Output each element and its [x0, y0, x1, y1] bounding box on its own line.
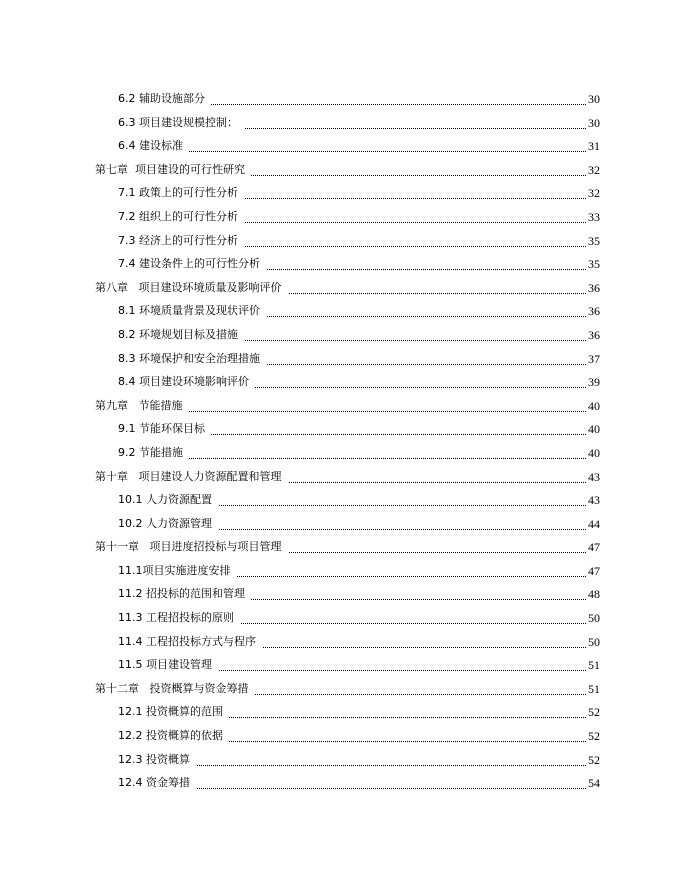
toc-section-entry[interactable] — [0, 606, 680, 630]
toc-page-number: 36 — [588, 327, 600, 342]
toc-entry-title: 11.4 工程招投标方式与程序 — [118, 635, 262, 649]
toc-entry-title: 第七章 项目建设的可行性研究 — [95, 163, 251, 177]
toc-page-number: 36 — [588, 280, 600, 295]
toc-entry-title: 7.2 组织上的可行性分析 — [118, 210, 244, 224]
toc-chapter-entry[interactable] — [0, 276, 680, 300]
toc-page-number: 39 — [588, 375, 600, 390]
toc-entry-title: 10.1 人力资源配置 — [118, 493, 218, 507]
toc-section-entry[interactable] — [0, 748, 680, 772]
toc-page-number: 43 — [588, 493, 600, 508]
toc-entry-title: 9.1 节能环保目标 — [118, 422, 211, 436]
toc-section-entry[interactable] — [0, 370, 680, 394]
toc-page-number: 35 — [588, 233, 600, 248]
toc-section-entry[interactable] — [0, 299, 680, 323]
toc-entry-title: 11.3 工程招投标的原则 — [118, 611, 240, 625]
toc-chapter-entry[interactable] — [0, 535, 680, 559]
toc-entry-title: 6.4 建设标准 — [118, 139, 189, 153]
toc-entry-title: 12.1 投资概算的范围 — [118, 705, 229, 719]
toc-entry-title: 第十一章 项目进度招投标与项目管理 — [95, 540, 288, 554]
toc-section-entry[interactable] — [0, 181, 680, 205]
toc-entry-title: 6.2 辅助设施部分 — [118, 92, 211, 106]
toc-section-entry[interactable] — [0, 724, 680, 748]
toc-page-number: 51 — [588, 658, 600, 673]
toc-entry-title: 8.4 项目建设环境影响评价 — [118, 375, 255, 389]
toc-page-number: 50 — [588, 611, 600, 626]
toc-chapter-entry[interactable] — [0, 394, 680, 418]
toc-entry-title: 12.2 投资概算的依据 — [118, 729, 229, 743]
toc-section-entry[interactable] — [0, 417, 680, 441]
toc-section-entry[interactable] — [0, 205, 680, 229]
toc-entry-title: 第十章 项目建设人力资源配置和管理 — [95, 470, 288, 484]
toc-section-entry[interactable] — [0, 252, 680, 276]
toc-section-entry[interactable] — [0, 512, 680, 536]
toc-entry-title: 12.4 资金筹措 — [118, 776, 196, 790]
toc-page-number: 44 — [588, 516, 600, 531]
toc-entry-title: 7.1 政策上的可行性分析 — [118, 186, 244, 200]
toc-section-entry[interactable] — [0, 347, 680, 371]
toc-section-entry[interactable] — [0, 653, 680, 677]
toc-page-number: 36 — [588, 304, 600, 319]
toc-section-entry[interactable] — [0, 87, 680, 111]
toc-page-number: 37 — [588, 351, 600, 366]
toc-entry-title: 8.3 环境保护和安全治理措施 — [118, 352, 266, 366]
toc-page-number: 47 — [588, 563, 600, 578]
toc-page-number: 51 — [588, 681, 600, 696]
toc-section-entry[interactable] — [0, 441, 680, 465]
toc-page-number: 31 — [588, 139, 600, 154]
toc-page-number: 30 — [588, 115, 600, 130]
toc-chapter-entry[interactable] — [0, 677, 680, 701]
toc-section-entry[interactable] — [0, 630, 680, 654]
toc-section-entry[interactable] — [0, 323, 680, 347]
toc-entry-title: 6.3 项目建设规模控制： — [118, 116, 244, 130]
toc-chapter-entry[interactable] — [0, 465, 680, 489]
toc-page-number: 32 — [588, 186, 600, 201]
toc-section-entry[interactable] — [0, 229, 680, 253]
toc-page-number: 40 — [588, 422, 600, 437]
toc-entry-title: 第九章 节能措施 — [95, 399, 189, 413]
toc-page-number: 54 — [588, 776, 600, 791]
toc-entry-title: 8.2 环境规划目标及措施 — [118, 328, 244, 342]
toc-section-entry[interactable] — [0, 111, 680, 135]
toc-entry-title: 7.4 建设条件上的可行性分析 — [118, 257, 266, 271]
toc-page-number: 52 — [588, 729, 600, 744]
toc-section-entry[interactable] — [0, 134, 680, 158]
toc-page-number: 33 — [588, 209, 600, 224]
toc-entry-title: 10.2 人力资源管理 — [118, 517, 218, 531]
toc-entry-title: 11.2 招投标的范围和管理 — [118, 587, 251, 601]
toc-page-number: 48 — [588, 587, 600, 602]
dot-leader — [118, 151, 592, 152]
toc-entry-title: 第八章 项目建设环境质量及影响评价 — [95, 281, 288, 295]
toc-page-number: 52 — [588, 752, 600, 767]
toc-page-number: 43 — [588, 469, 600, 484]
toc-chapter-entry[interactable] — [0, 158, 680, 182]
toc-section-entry[interactable] — [0, 559, 680, 583]
toc-page-number: 40 — [588, 445, 600, 460]
table-of-contents — [0, 87, 680, 795]
toc-page-number: 47 — [588, 540, 600, 555]
toc-page-number: 32 — [588, 162, 600, 177]
dot-leader — [118, 458, 592, 459]
toc-page-number: 30 — [588, 92, 600, 106]
toc-page-number: 35 — [588, 257, 600, 272]
toc-entry-title: 11.5 项目建设管理 — [118, 658, 218, 672]
toc-section-entry[interactable] — [0, 771, 680, 795]
toc-entry-title: 9.2 节能措施 — [118, 446, 189, 460]
toc-section-entry[interactable] — [0, 700, 680, 724]
toc-entry-title: 8.1 环境质量背景及现状评价 — [118, 304, 266, 318]
toc-page-number: 40 — [588, 398, 600, 413]
toc-entry-title: 11.1项目实施进度安排 — [118, 564, 237, 578]
toc-page-number: 52 — [588, 705, 600, 720]
toc-entry-title: 7.3 经济上的可行性分析 — [118, 234, 244, 248]
toc-entry-title: 12.3 投资概算 — [118, 753, 196, 767]
toc-section-entry[interactable] — [0, 488, 680, 512]
toc-section-entry[interactable] — [0, 582, 680, 606]
toc-entry-title: 第十二章 投资概算与资金筹措 — [95, 682, 255, 696]
toc-page-number: 50 — [588, 634, 600, 649]
